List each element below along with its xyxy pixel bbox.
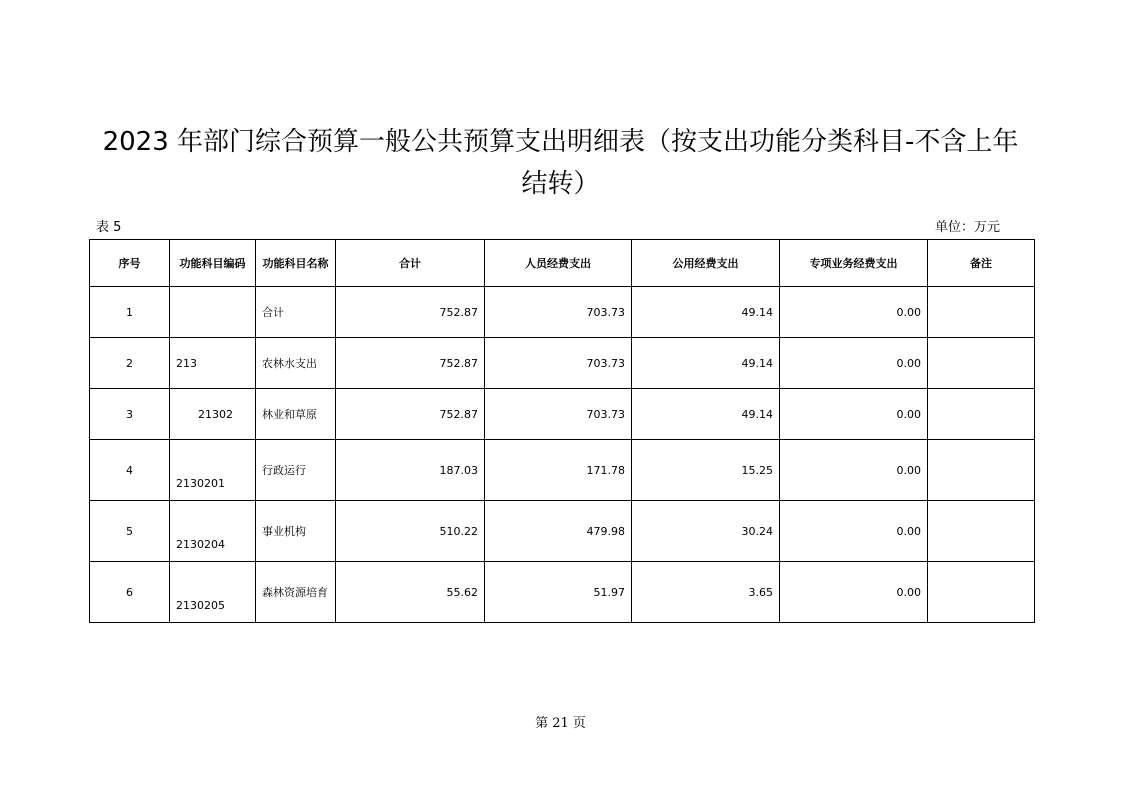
header-total: 合计 <box>336 240 485 287</box>
table-row <box>90 440 1035 501</box>
cell-remark <box>928 440 1035 501</box>
table-row <box>90 287 1035 338</box>
cell-function-name: 行政运行 <box>256 440 336 501</box>
cell-personnel-expense: 703.73 <box>485 338 632 389</box>
cell-remark <box>928 501 1035 562</box>
cell-function-name: 合计 <box>256 287 336 338</box>
cell-special-expense: 0.00 <box>780 501 928 562</box>
cell-special-expense: 0.00 <box>780 389 928 440</box>
cell-index: 6 <box>90 562 170 623</box>
header-remark: 备注 <box>928 240 1035 287</box>
cell-personnel-expense: 703.73 <box>485 287 632 338</box>
cell-index: 5 <box>90 501 170 562</box>
table-row <box>90 389 1035 440</box>
page-title: 2023 年部门综合预算一般公共预算支出明细表（按支出功能分类科目-不含上年 <box>102 127 1019 157</box>
cell-index: 1 <box>90 287 170 338</box>
cell-total: 510.22 <box>336 501 485 562</box>
cell-index: 2 <box>90 338 170 389</box>
cell-public-expense: 49.14 <box>632 389 780 440</box>
cell-public-expense: 49.14 <box>632 338 780 389</box>
cell-function-name: 林业和草原 <box>256 389 336 440</box>
cell-remark <box>928 389 1035 440</box>
cell-special-expense: 0.00 <box>780 338 928 389</box>
cell-personnel-expense: 51.97 <box>485 562 632 623</box>
cell-function-name: 事业机构 <box>256 501 336 562</box>
page-number: 第 21 页 <box>535 716 586 731</box>
header-special-expense: 专项业务经费支出 <box>780 240 928 287</box>
cell-function-code: 21302 <box>170 389 256 440</box>
cell-total: 752.87 <box>336 338 485 389</box>
cell-special-expense: 0.00 <box>780 287 928 338</box>
unit-label: 单位：万元 <box>934 220 1000 235</box>
table-row <box>90 501 1035 562</box>
cell-public-expense: 30.24 <box>632 501 780 562</box>
cell-special-expense: 0.00 <box>780 440 928 501</box>
table-row <box>90 562 1035 623</box>
cell-remark <box>928 562 1035 623</box>
cell-remark <box>928 287 1035 338</box>
header-personnel-expense: 人员经费支出 <box>485 240 632 287</box>
table-row <box>90 338 1035 389</box>
cell-personnel-expense: 171.78 <box>485 440 632 501</box>
cell-public-expense: 15.25 <box>632 440 780 501</box>
cell-index: 3 <box>90 389 170 440</box>
cell-public-expense: 49.14 <box>632 287 780 338</box>
table-header-row <box>90 240 1035 287</box>
cell-function-code: 213 <box>170 338 256 389</box>
cell-personnel-expense: 703.73 <box>485 389 632 440</box>
cell-function-code <box>170 287 256 338</box>
cell-function-code: 2130204 <box>170 501 256 562</box>
header-public-expense: 公用经费支出 <box>632 240 780 287</box>
cell-remark <box>928 338 1035 389</box>
cell-index: 4 <box>90 440 170 501</box>
cell-total: 187.03 <box>336 440 485 501</box>
cell-public-expense: 3.65 <box>632 562 780 623</box>
page-title-continued: 结转） <box>521 169 600 199</box>
header-index: 序号 <box>90 240 170 287</box>
cell-special-expense: 0.00 <box>780 562 928 623</box>
cell-function-name: 农林水支出 <box>256 338 336 389</box>
budget-expenditure-table <box>89 239 1035 623</box>
cell-total: 752.87 <box>336 389 485 440</box>
cell-total: 55.62 <box>336 562 485 623</box>
cell-total: 752.87 <box>336 287 485 338</box>
cell-function-code: 2130201 <box>170 440 256 501</box>
cell-personnel-expense: 479.98 <box>485 501 632 562</box>
cell-function-code: 2130205 <box>170 562 256 623</box>
table-number-label: 表 5 <box>96 220 122 235</box>
header-function-name: 功能科目名称 <box>256 240 336 287</box>
cell-function-name: 森林资源培育 <box>256 562 336 623</box>
header-function-code: 功能科目编码 <box>170 240 256 287</box>
